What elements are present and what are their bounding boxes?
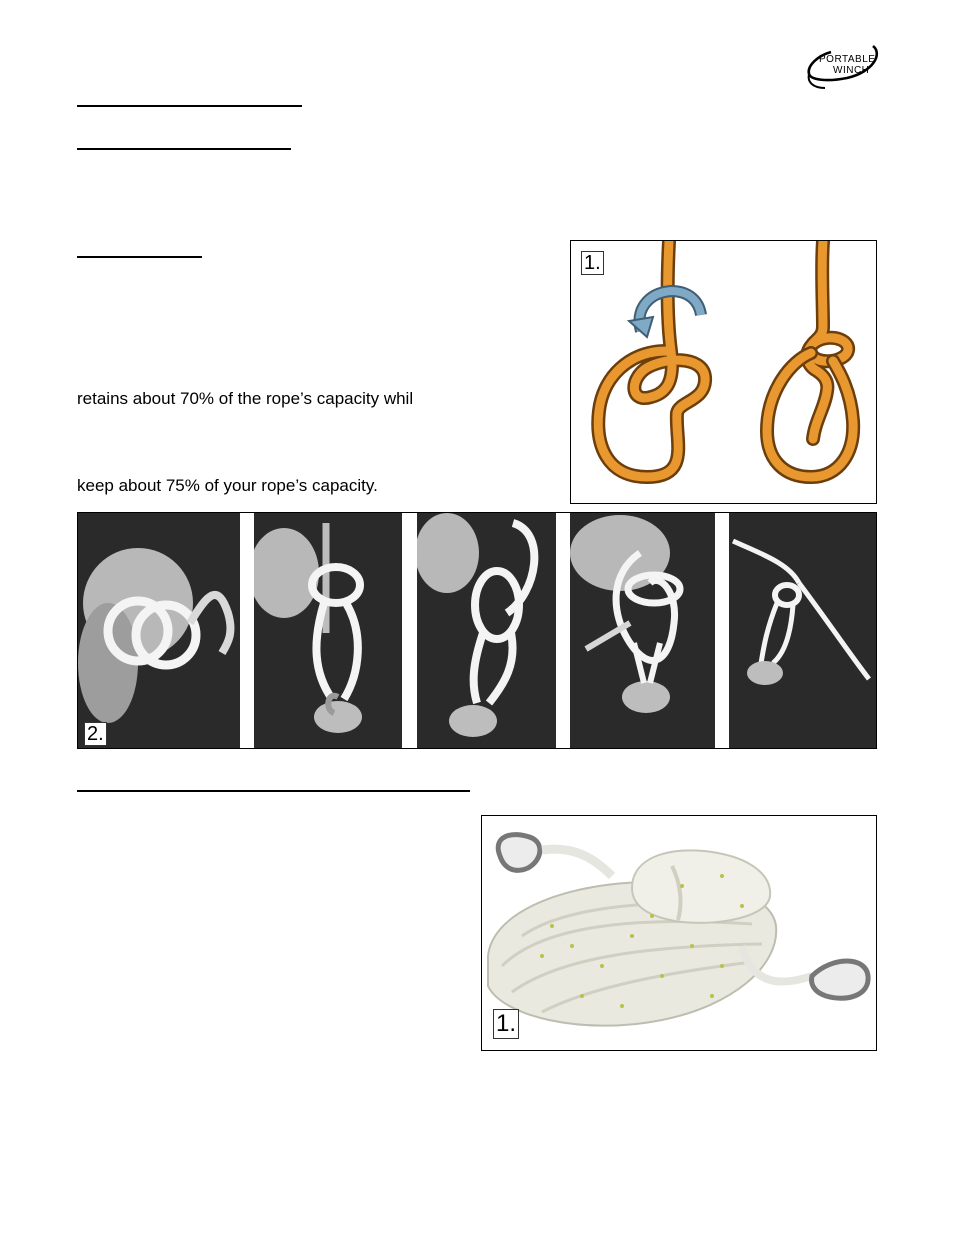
braided-rope-coil-with-thimbles-image (482, 816, 877, 1051)
logo-text-line1: PORTABLE (819, 54, 876, 65)
rope-coil-number-label: 1. (493, 1009, 519, 1039)
portable-winch-logo (803, 40, 881, 90)
paragraph-capacity-70: retains about 70% of the rope’s capacity whil (77, 389, 414, 408)
paragraph-capacity-75: keep about 75% of your rope’s capacity. (77, 476, 378, 495)
knot-tying-photo-strip (77, 512, 877, 749)
rope-knot-with-hook-image (417, 513, 556, 748)
finished-knot-with-hook-image (729, 513, 877, 748)
knot-diagram-figure (570, 240, 877, 504)
right-rope-drawing (767, 241, 853, 477)
rope-coil-figure (481, 815, 877, 1051)
logo-text-line2: WINCH (833, 65, 870, 76)
heading-rule-2 (77, 148, 291, 150)
heading-rule-3 (77, 256, 202, 258)
knot-step-photo-2 (254, 513, 402, 748)
left-rope-drawing (598, 241, 705, 477)
hand-rope-coil-image (78, 513, 240, 748)
knot-step-photo-3 (417, 513, 556, 748)
knot-photos-number-label: 2. (84, 722, 107, 746)
rope-knot-with-hook-image (570, 513, 715, 748)
knot-step-photo-4 (570, 513, 715, 748)
heading-rule-4 (77, 790, 470, 792)
heading-rule-1 (77, 105, 302, 107)
knot-step-photo-5 (729, 513, 877, 748)
knot-step-photo-1 (78, 513, 240, 748)
rope-knot-with-hook-image (254, 513, 402, 748)
figure-eight-knot-illustration (571, 241, 877, 504)
knot-diagram-number-label: 1. (581, 251, 604, 275)
